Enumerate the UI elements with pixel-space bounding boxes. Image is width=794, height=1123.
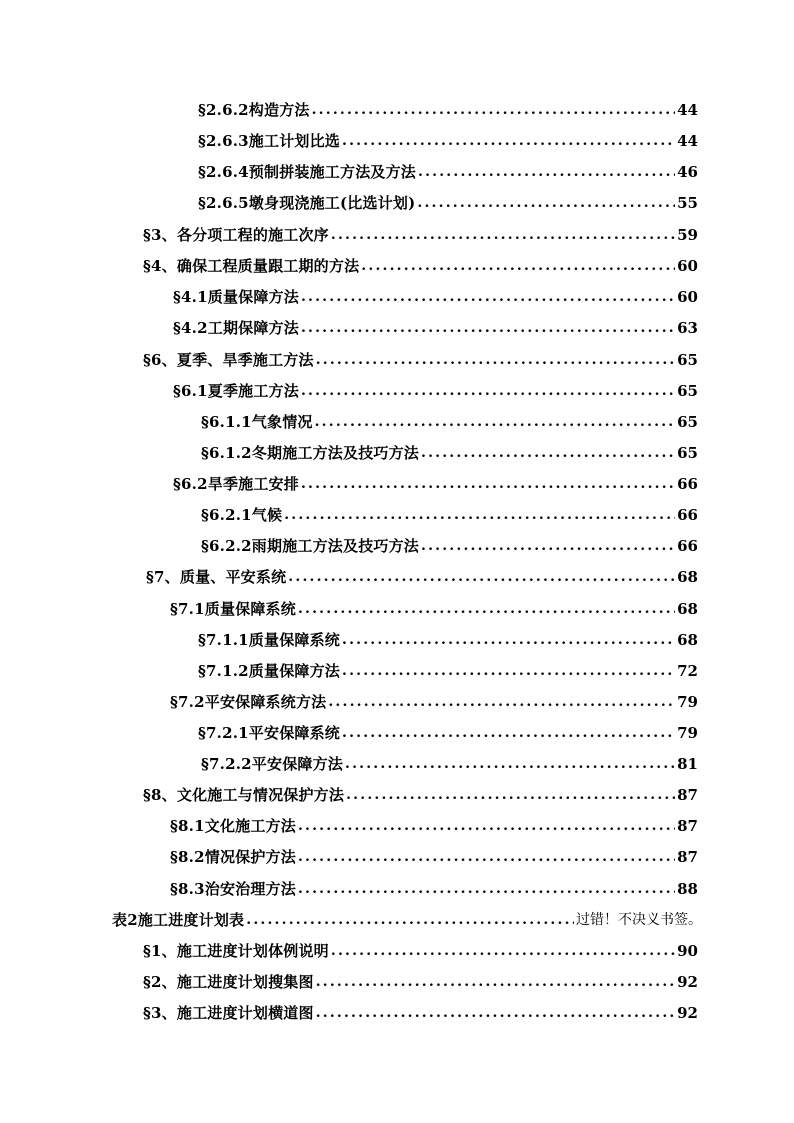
dot-leader xyxy=(316,972,675,992)
toc-entry-page: 66 xyxy=(677,475,698,493)
toc-entry-title: §7.1质量保障系统 xyxy=(170,600,296,618)
toc-entry[interactable] xyxy=(173,283,698,307)
toc-entry-title: §8.1文化施工方法 xyxy=(170,817,296,835)
toc-entry-title: §2.6.4预制拼装施工方法及方法 xyxy=(198,163,417,181)
toc-entry[interactable] xyxy=(170,812,698,836)
toc-entry[interactable] xyxy=(143,346,698,370)
dot-leader xyxy=(284,505,675,525)
dot-leader xyxy=(418,162,675,182)
toc-entry-page: 92 xyxy=(677,1004,698,1022)
toc-entry-title: §7.2.1平安保障系统 xyxy=(198,724,341,742)
toc-entry[interactable] xyxy=(198,96,698,120)
dot-leader xyxy=(421,443,675,463)
dot-leader xyxy=(312,100,676,120)
toc-entry-title: §8.2情况保护方法 xyxy=(170,848,296,866)
toc-entry[interactable] xyxy=(173,470,698,494)
toc-entry[interactable] xyxy=(201,750,698,774)
toc-entry-page: 92 xyxy=(677,973,698,991)
toc-entry-page: 87 xyxy=(677,817,698,835)
dot-leader xyxy=(421,536,675,556)
dot-leader xyxy=(301,287,675,307)
dot-leader xyxy=(298,816,675,836)
toc-entry-page: 44 xyxy=(677,132,698,150)
toc-entry-page: 66 xyxy=(677,537,698,555)
dot-leader xyxy=(301,381,675,401)
dot-leader xyxy=(288,567,675,587)
dot-leader xyxy=(298,847,675,867)
dot-leader xyxy=(331,941,675,961)
toc-entry-title: §7、质量、平安系统 xyxy=(146,568,287,586)
toc-entry-title: §6.1.2冬期施工方法及技巧方法 xyxy=(201,444,420,462)
toc-entry[interactable] xyxy=(201,501,698,525)
toc-entry-page: 88 xyxy=(677,880,698,898)
dot-leader xyxy=(346,785,675,805)
dot-leader xyxy=(342,723,675,743)
dot-leader xyxy=(331,225,675,245)
toc-entry-page: 68 xyxy=(677,600,698,618)
dot-leader xyxy=(345,754,675,774)
toc-entry[interactable] xyxy=(201,439,698,463)
toc-entry[interactable] xyxy=(170,875,698,899)
toc-entry-page: 90 xyxy=(677,942,698,960)
toc-entry-page: 68 xyxy=(677,631,698,649)
toc-entry-title: §6.2.1气候 xyxy=(201,506,283,524)
toc-entry-title: §7.1.2质量保障方法 xyxy=(198,662,341,680)
toc-entry-page: 65 xyxy=(677,351,698,369)
toc-entry-title: §7.2.2平安保障方法 xyxy=(201,755,344,773)
dot-leader xyxy=(315,412,676,432)
toc-entry-title: §4.1质量保障方法 xyxy=(173,288,299,306)
toc-entry-title: §4、确保工程质量跟工期的方法 xyxy=(143,257,360,275)
toc-entry-page: 60 xyxy=(677,257,698,275)
toc-entry-title: §2.6.2构造方法 xyxy=(198,101,310,119)
toc-entry-page: 79 xyxy=(677,724,698,742)
toc-entry[interactable] xyxy=(173,314,698,338)
toc-entry-title: §6.1.1气象情况 xyxy=(201,413,313,431)
toc-entry-title: §6.1夏季施工方法 xyxy=(173,382,299,400)
toc-entry-page: 87 xyxy=(677,848,698,866)
toc-entry-page: 63 xyxy=(677,319,698,337)
dot-leader xyxy=(417,193,675,213)
toc-entry[interactable] xyxy=(143,937,698,961)
toc-entry-title: §3、施工进度计划横道图 xyxy=(143,1004,314,1022)
toc-entry[interactable] xyxy=(143,999,698,1023)
dot-leader xyxy=(246,910,574,930)
dot-leader xyxy=(342,630,675,650)
toc-entry-page-error: 过错！不决义书签。 xyxy=(576,912,702,928)
toc-entry[interactable] xyxy=(143,221,698,245)
toc-entry-title: §6.2.2雨期施工方法及技巧方法 xyxy=(201,537,420,555)
toc-entry-title: §7.2平安保障系统方法 xyxy=(170,693,327,711)
toc-entry-title: §2.6.3施工计划比选 xyxy=(198,132,341,150)
toc-entry[interactable] xyxy=(198,127,698,151)
toc-entry[interactable] xyxy=(170,595,698,619)
toc-entry-page: 55 xyxy=(677,194,698,212)
toc-entry-title: §2、施工进度计划搜集图 xyxy=(143,973,314,991)
dot-leader xyxy=(342,131,675,151)
toc-entry[interactable] xyxy=(146,563,698,587)
toc-entry[interactable] xyxy=(201,408,698,432)
toc-entry-title: §1、施工进度计划体例说明 xyxy=(143,942,329,960)
toc-entry[interactable] xyxy=(112,906,702,930)
toc-entry-page: 65 xyxy=(677,413,698,431)
toc-entry-page: 46 xyxy=(677,163,698,181)
dot-leader xyxy=(301,318,675,338)
toc-entry-page: 79 xyxy=(677,693,698,711)
toc-entry-title: §8、文化施工与情况保护方法 xyxy=(143,786,345,804)
dot-leader xyxy=(298,879,675,899)
toc-entry-title: §6、夏季、旱季施工方法 xyxy=(143,351,314,369)
toc-entry[interactable] xyxy=(198,719,698,743)
dot-leader xyxy=(316,1003,675,1023)
dot-leader xyxy=(342,661,675,681)
dot-leader xyxy=(298,599,675,619)
toc-entry-page: 59 xyxy=(677,226,698,244)
toc-entry[interactable] xyxy=(143,252,698,276)
dot-leader xyxy=(328,692,675,712)
toc-entry[interactable] xyxy=(173,377,698,401)
toc-entry[interactable] xyxy=(201,532,698,556)
dot-leader xyxy=(316,350,675,370)
toc-entry-page: 72 xyxy=(677,662,698,680)
dot-leader xyxy=(361,256,675,276)
toc-entry[interactable] xyxy=(143,968,698,992)
toc-entry-title: §8.3治安治理方法 xyxy=(170,880,296,898)
toc-entry-page: 66 xyxy=(677,506,698,524)
toc-entry-title: §2.6.5墩身现浇施工(比选计划) xyxy=(198,194,416,212)
toc-entry-page: 81 xyxy=(677,755,698,773)
toc-entry[interactable] xyxy=(170,843,698,867)
toc-entry-page: 44 xyxy=(677,101,698,119)
toc-entry-title: §3、各分项工程的施工次序 xyxy=(143,226,329,244)
toc-entry-page: 65 xyxy=(677,382,698,400)
toc-entry-title: §6.2旱季施工安排 xyxy=(173,475,299,493)
toc-entry[interactable] xyxy=(198,626,698,650)
toc-entry[interactable] xyxy=(143,781,698,805)
toc-entry[interactable] xyxy=(198,189,698,213)
toc-entry-page: 87 xyxy=(677,786,698,804)
toc-entry[interactable] xyxy=(198,158,698,182)
toc-entry[interactable] xyxy=(198,657,698,681)
toc-entry-title: §4.2工期保障方法 xyxy=(173,319,299,337)
toc-entry-page: 60 xyxy=(677,288,698,306)
toc-entry-title: 表2施工进度计划表 xyxy=(112,911,245,929)
toc-entry-title: §7.1.1质量保障系统 xyxy=(198,631,341,649)
toc-entry[interactable] xyxy=(170,688,698,712)
toc-entry-page: 65 xyxy=(677,444,698,462)
dot-leader xyxy=(301,474,675,494)
toc-entry-page: 68 xyxy=(677,568,698,586)
